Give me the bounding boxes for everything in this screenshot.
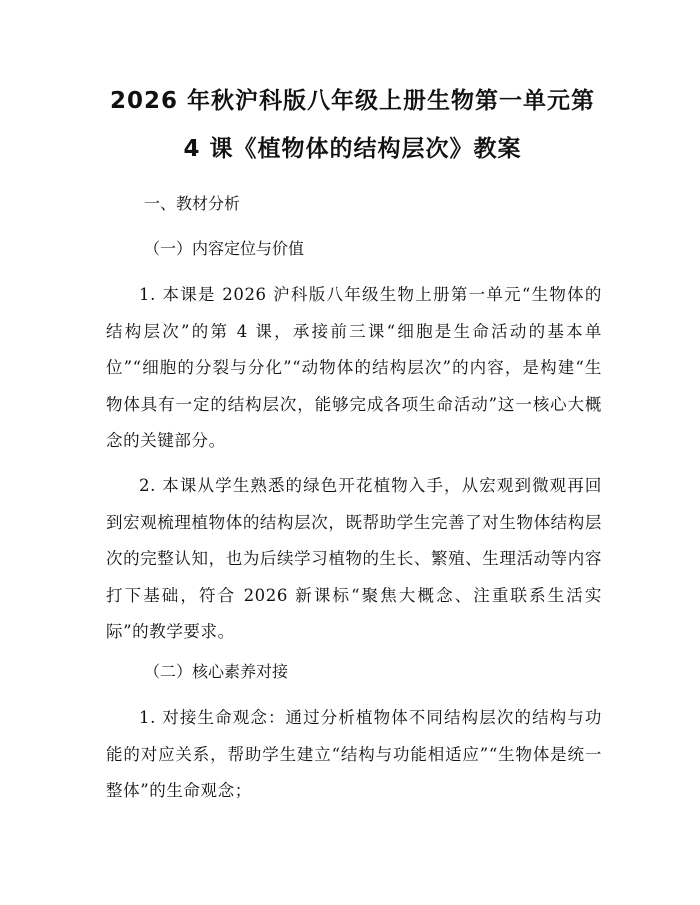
section-heading-textbook-analysis: 一、教材分析 — [144, 194, 241, 213]
paragraph-2: 2. 本课从学生熟悉的绿色开花植物入手，从宏观到微观再回到宏观梳理植物体的结构层次，既帮助学生完善了对生物体结构层次的完整认知，也为后续学习植物的生长、繁殖、生理活动等内容打下基础，符合 2026 新课标“聚焦大概念、注重联系生活实际”的教学要求。 — [106, 476, 602, 641]
subsection-heading-core-literacy: （二）核心素养对接 — [144, 662, 289, 681]
subsection-heading-content-positioning: （一）内容定位与价值 — [144, 239, 305, 258]
paragraph-3: 1. 对接生命观念：通过分析植物体不同结构层次的结构与功能的对应关系，帮助学生建立“结构与功能相适应”“生物体是统一整体”的生命观念； — [106, 708, 602, 800]
document-title-line-1: 2026 年秋沪科版八年级上册生物第一单元第 — [109, 88, 596, 114]
document-title-line-2: 4 课《植物体的结构层次》教案 — [183, 136, 522, 162]
paragraph-1: 1. 本课是 2026 沪科版八年级生物上册第一单元“生物体的结构层次”的第 4 课，承接前三课“细胞是生命活动的基本单位”“细胞的分裂与分化”“动物体的结构层次”的内容，是构建“生物体具有一定的结构层次，能够完成各项生命活动”这一核心大概念的关键部分。 — [106, 285, 602, 450]
